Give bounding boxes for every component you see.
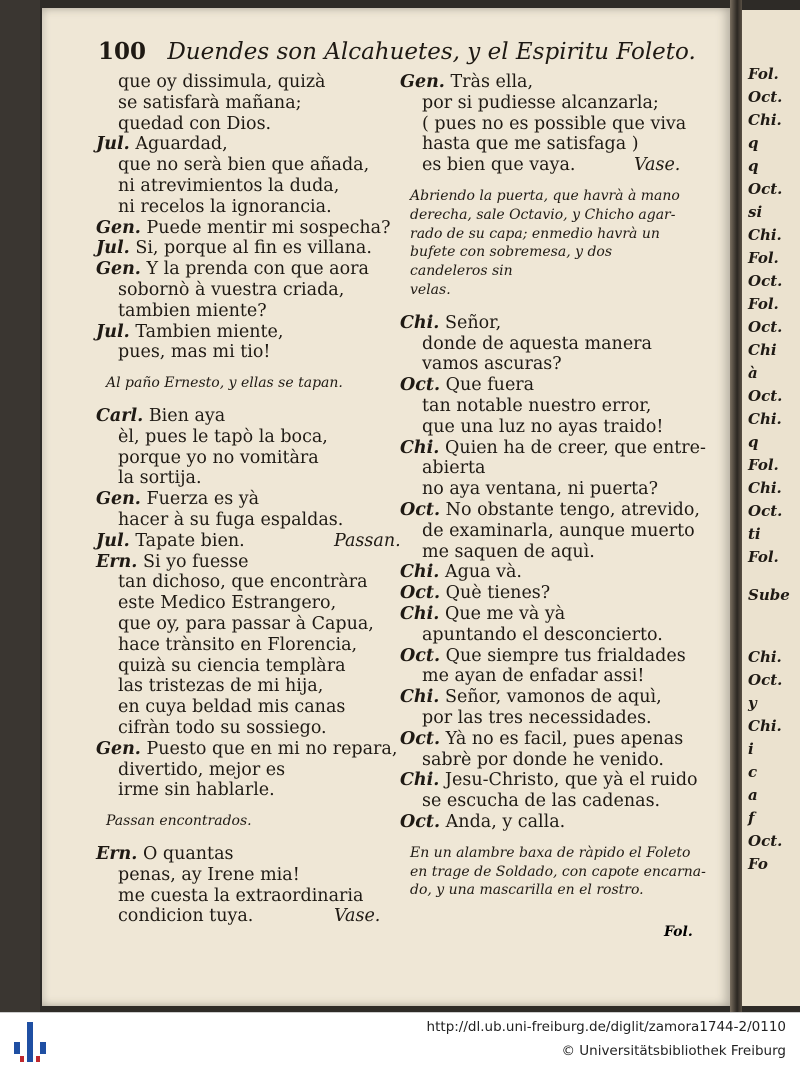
next-page-fragment: Fol.	[748, 249, 779, 267]
next-page-fragment: Oct.	[748, 387, 783, 405]
verse-text: sobornò à vuestra criada,	[118, 280, 345, 300]
verse-line	[96, 552, 249, 572]
verse-text: abierta	[422, 458, 486, 479]
verse-line	[422, 625, 663, 645]
page-header	[98, 38, 696, 65]
stage-direction	[410, 282, 451, 298]
verse-text: ( pues no es possible que viva	[422, 113, 687, 134]
speaker-label: Jul.	[96, 530, 130, 551]
verse-text: condicion tuya.	[118, 906, 254, 927]
verse-line	[422, 134, 639, 154]
next-page-fragment: Oct.	[748, 88, 783, 106]
next-page-fragment: Oct.	[748, 318, 783, 336]
verse-line	[422, 666, 644, 686]
verse-text: Que me và yà	[444, 604, 566, 624]
verse-text: No obstante tengo, atrevido,	[445, 500, 700, 520]
stage-direction	[410, 188, 680, 204]
verse-line	[422, 334, 652, 354]
verse-line	[422, 521, 695, 541]
verse-text: que oy, para passar à Capua,	[118, 614, 374, 634]
verse-text: Aguardad,	[135, 134, 228, 155]
catchword: Fol.	[664, 924, 693, 940]
stage-direction-text: Passan encontrados.	[106, 813, 252, 830]
stage-direction-text: Al paño Ernesto, y ellas se tapan.	[106, 375, 343, 392]
verse-text: la sortija.	[118, 468, 202, 489]
next-page-fragment: Chi.	[748, 717, 782, 735]
verse-line	[96, 238, 372, 258]
verse-text: irme sin hablarle.	[118, 780, 275, 801]
verse-text: Si, porque al fin es villana.	[135, 238, 372, 259]
stage-direction	[410, 845, 690, 861]
verse-line	[118, 280, 344, 300]
verse-line	[118, 468, 202, 488]
verse-line	[400, 438, 706, 458]
verse-text: tan notable nuestro error,	[422, 396, 652, 416]
verse-text: que oy dissimula, quizà	[118, 72, 326, 92]
verse-line	[118, 301, 267, 321]
verse-text: por si pudiesse alcanzarla;	[422, 92, 659, 113]
verse-line	[118, 572, 368, 592]
verse-text: Tapate bien.	[135, 530, 245, 551]
next-page-fragment: ti	[748, 525, 761, 543]
left-column	[96, 72, 401, 932]
next-page-fragment: si	[748, 203, 763, 221]
verse-line	[422, 396, 651, 416]
verse-line	[118, 593, 336, 613]
verse-text: las tristezas de mi hija,	[118, 676, 324, 697]
verse-line	[96, 531, 245, 551]
verse-line	[422, 542, 595, 562]
verse-text: me cuesta la extraordinaria	[118, 885, 364, 906]
next-page-fragment: Chi.	[748, 648, 782, 666]
verse-line	[118, 865, 300, 885]
speaker-label: Ern.	[96, 844, 138, 864]
next-page-fragment: Sube	[748, 586, 790, 604]
speaker-label: Jul.	[96, 238, 130, 259]
verse-line	[400, 687, 662, 707]
verse-text: Yà no es facil, pues apenas	[445, 728, 684, 749]
speaker-label: Jul.	[96, 321, 130, 342]
verse-line	[96, 322, 283, 342]
exit-direction: Vase.	[334, 906, 381, 927]
verse-text: Si yo fuesse	[142, 551, 249, 572]
speaker-label: Chi.	[400, 562, 440, 583]
verse-line	[422, 417, 663, 437]
verse-text: tan dichoso, que encontràra	[118, 572, 368, 593]
verse-text: Quien ha de creer, que entre-	[444, 437, 706, 458]
verse-text: en cuya beldad mis canas	[118, 697, 346, 718]
book-gutter	[730, 0, 742, 1012]
speaker-label: Carl.	[96, 406, 144, 426]
next-page-edge	[742, 10, 800, 1006]
speaker-label: Gen.	[96, 489, 141, 510]
verse-line	[400, 604, 565, 624]
verse-text: por las tres necessidades.	[422, 708, 652, 728]
speaker-label: Gen.	[400, 72, 445, 92]
verse-text: quedad con Dios.	[118, 113, 272, 134]
verse-text: me ayan de enfadar assi!	[422, 666, 645, 687]
verse-text: Anda, y calla.	[445, 812, 566, 832]
next-page-fragment: Oct.	[748, 180, 783, 198]
verse-line	[118, 342, 270, 362]
stage-direction-text: rado de su capa; enmedio havrà un	[410, 225, 660, 242]
library-logo-icon	[10, 1020, 50, 1064]
verse-line	[118, 448, 319, 468]
verse-text: Que siempre tus frialdades	[445, 645, 686, 666]
speaker-label: Gen.	[96, 259, 141, 280]
right-column	[400, 72, 720, 932]
stage-direction-text: bufete con sobremesa, y dos	[410, 244, 613, 261]
verse-text: O quantas	[142, 844, 234, 864]
verse-line	[118, 697, 345, 717]
next-page-fragment: q	[748, 157, 759, 175]
running-title: Duendes son Alcahuetes, y el Espiritu Foleto.	[167, 39, 696, 65]
verse-text: Y la prenda con que aora	[146, 259, 369, 280]
speaker-label: Gen.	[96, 738, 141, 759]
verse-line	[400, 375, 534, 395]
verse-line	[118, 780, 275, 800]
verse-line	[400, 562, 522, 582]
verse-text: que no serà bien que añada,	[118, 155, 370, 176]
verse-line	[118, 510, 343, 530]
next-page-fragment: Chi.	[748, 410, 782, 428]
verse-line	[118, 676, 323, 696]
verse-line	[96, 134, 228, 154]
next-page-fragment: Fol.	[748, 65, 779, 83]
verse-line	[400, 729, 683, 749]
verse-text: tambien miente?	[118, 300, 267, 321]
permalink-url[interactable]: http://dl.ub.uni-freiburg.de/diglit/zamora1744-2/0110	[426, 1019, 786, 1035]
verse-line	[422, 708, 652, 728]
next-page-fragment: Oct.	[748, 832, 783, 850]
verse-text: vamos ascuras?	[422, 354, 562, 375]
verse-line	[400, 770, 698, 790]
verse-text: Què tienes?	[445, 583, 551, 604]
verse-text: pues, mas mi tio!	[118, 342, 271, 363]
speaker-label: Chi.	[400, 437, 440, 458]
stage-direction	[410, 882, 644, 898]
stage-direction	[410, 207, 675, 223]
stage-direction	[410, 244, 612, 260]
verse-line	[96, 844, 234, 864]
verse-text: cifràn todo su sossiego.	[118, 718, 327, 738]
next-page-fragment: Oct.	[748, 272, 783, 290]
verse-text: de examinarla, aunque muerto	[422, 520, 695, 541]
verse-text: este Medico Estrangero,	[118, 593, 337, 614]
speaker-label: Oct.	[400, 728, 441, 749]
next-page-fragment: Fo	[748, 855, 768, 873]
verse-line	[118, 635, 357, 655]
speaker-label: Chi.	[400, 604, 440, 624]
next-page-fragment: à	[748, 364, 758, 382]
speaker-label: Jul.	[96, 134, 130, 155]
verse-text: apuntando el desconcierto.	[422, 624, 663, 645]
verse-line	[118, 72, 325, 92]
verse-line	[118, 760, 285, 780]
stage-direction	[410, 263, 513, 279]
next-page-fragment: f	[748, 809, 755, 827]
exit-direction: Passan.	[334, 530, 401, 551]
verse-line	[118, 93, 302, 113]
copyright-text: © Universitätsbibliothek Freiburg	[561, 1043, 786, 1059]
verse-line	[118, 656, 346, 676]
next-page-fragment: i	[748, 740, 754, 758]
verse-text: Señor, vamonos de aquì,	[444, 687, 662, 708]
page-number: 100	[98, 38, 147, 65]
stage-direction-text: en trage de Soldado, con capote encarna-	[410, 863, 706, 880]
verse-text: porque yo no vomitàra	[118, 447, 319, 468]
speaker-label: Chi.	[400, 312, 440, 333]
verse-text: penas, ay Irene mia!	[118, 864, 300, 885]
verse-line	[422, 479, 658, 499]
speaker-label: Gen.	[96, 217, 141, 238]
verse-text: donde de aquesta manera	[422, 333, 652, 354]
verse-text: Puesto que en mi no repara,	[146, 738, 398, 759]
speaker-label: Chi.	[400, 687, 440, 708]
verse-line	[118, 176, 339, 196]
verse-text: Fuerza es yà	[146, 489, 260, 510]
verse-text: no aya ventana, ni puerta?	[422, 479, 658, 500]
verse-line	[96, 406, 225, 426]
verse-line	[422, 114, 686, 134]
next-page-fragment: y	[748, 694, 757, 712]
verse-line	[400, 646, 686, 666]
verse-line	[118, 114, 271, 134]
verse-text: Puede mentir mi sospecha?	[146, 217, 391, 238]
stage-direction	[410, 864, 706, 880]
verse-text: hacer à su fuga espaldas.	[118, 510, 344, 530]
verse-text: que una luz no ayas traido!	[422, 416, 664, 437]
next-page-fragment: a	[748, 786, 758, 804]
speaker-label: Oct.	[400, 812, 441, 832]
stage-direction-text: candeleros sin	[410, 263, 513, 280]
verse-text: sabrè por donde he venido.	[422, 749, 664, 770]
speaker-label: Oct.	[400, 500, 441, 520]
verse-text: hace trànsito en Florencia,	[118, 634, 358, 655]
stage-direction-text: Abriendo la puerta, que havrà à mano	[410, 188, 680, 204]
verse-text: me saquen de aquì.	[422, 541, 595, 562]
exit-direction: Vase.	[634, 155, 681, 176]
verse-text: Bien aya	[148, 406, 226, 426]
stage-direction-text: En un alambre baxa de ràpido el Foleto	[410, 844, 691, 861]
next-page-fragment: q	[748, 134, 759, 152]
verse-line	[400, 500, 700, 520]
speaker-label: Chi.	[400, 770, 440, 791]
verse-line	[96, 739, 397, 759]
verse-line	[118, 427, 328, 447]
next-page-fragment: Chi.	[748, 226, 782, 244]
verse-text: ni atrevimientos la duda,	[118, 176, 340, 196]
verse-text: es bien que vaya.	[422, 155, 576, 176]
verse-line	[400, 583, 550, 603]
next-page-fragment: Fol.	[748, 295, 779, 313]
verse-line	[96, 259, 369, 279]
verse-text: Que fuera	[445, 375, 535, 396]
stage-direction-text: velas.	[410, 282, 451, 298]
verse-line	[118, 886, 363, 906]
verse-line	[422, 155, 575, 175]
verse-line	[118, 718, 327, 738]
next-page-fragment: Chi.	[748, 111, 782, 129]
verse-line	[400, 72, 533, 92]
verse-text: hasta que me satisfaga )	[422, 134, 639, 155]
speaker-label: Oct.	[400, 645, 441, 666]
verse-line	[422, 354, 562, 374]
stage-direction	[106, 813, 252, 829]
verse-line	[422, 750, 664, 770]
verse-text: èl, pues le tapò la boca,	[118, 426, 328, 447]
verse-text: ni recelos la ignorancia.	[118, 196, 332, 217]
verse-text: Jesu-Christo, que yà el ruido	[444, 770, 698, 791]
next-page-fragment: c	[748, 763, 758, 781]
stage-direction-text: derecha, sale Octavio, y Chicho agar-	[410, 206, 676, 223]
verse-line	[118, 197, 332, 217]
verse-line	[422, 458, 485, 478]
verse-text: Señor,	[444, 312, 502, 333]
stage-direction	[106, 375, 343, 391]
next-page-fragment: Oct.	[748, 671, 783, 689]
verse-text: se escucha de las cadenas.	[422, 791, 661, 812]
next-page-fragment: Chi	[748, 341, 777, 359]
next-page-fragment: Chi.	[748, 479, 782, 497]
verse-line	[96, 218, 391, 238]
verse-line	[422, 93, 659, 113]
verse-line	[422, 791, 660, 811]
verse-text: se satisfarà mañana;	[118, 92, 302, 113]
speaker-label: Oct.	[400, 375, 441, 396]
verse-line	[118, 906, 253, 926]
verse-line	[96, 489, 259, 509]
speaker-label: Oct.	[400, 583, 441, 604]
verse-text: quizà su ciencia templàra	[118, 655, 346, 676]
verse-line	[118, 614, 374, 634]
verse-text: Tràs ella,	[450, 72, 534, 92]
verse-text: Agua và.	[444, 562, 522, 583]
verse-line	[400, 812, 565, 832]
verse-line	[400, 313, 501, 333]
next-page-fragment: Oct.	[748, 502, 783, 520]
verse-line	[118, 155, 369, 175]
verse-text: Tambien miente,	[135, 321, 284, 342]
speaker-label: Ern.	[96, 551, 138, 572]
next-page-fragment: q	[748, 433, 759, 451]
verse-text: divertido, mejor es	[118, 759, 286, 780]
next-page-fragment: Fol.	[748, 548, 779, 566]
stage-direction-text: do, y una mascarilla en el rostro.	[410, 882, 644, 899]
stage-direction	[410, 226, 660, 242]
next-page-fragment: Fol.	[748, 456, 779, 474]
